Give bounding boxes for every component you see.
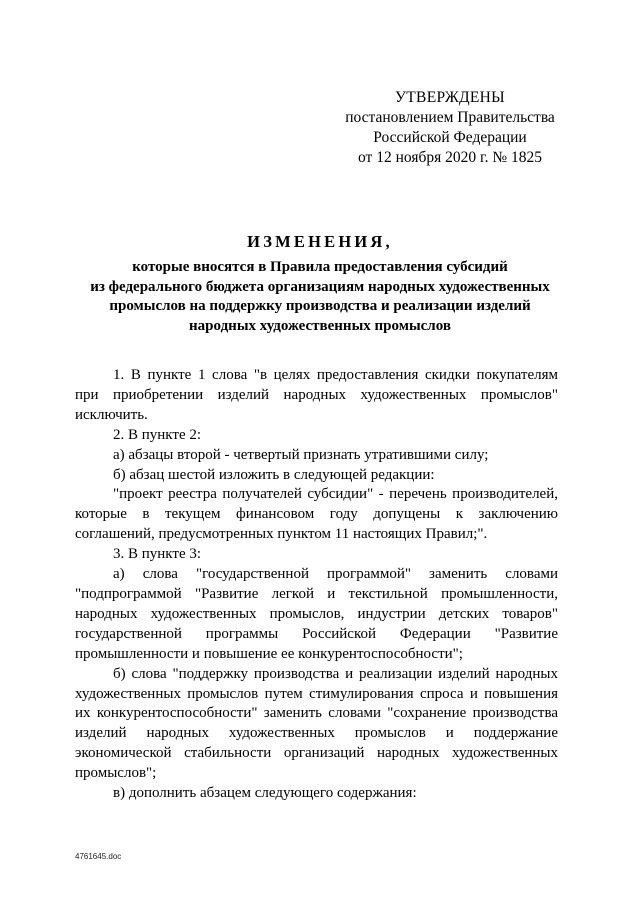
paragraph-quoted-definition: "проект реестра получателей субсидии" - перечень производителей, которые в текущем финансовом году допущены к заключению соглашений, предусмотренных пунктом 11 настоящих Правил;". xyxy=(75,486,558,543)
document-body xyxy=(75,366,558,804)
approval-line-1: постановлением Правительства xyxy=(345,109,555,126)
paragraph-item-1: 1. В пункте 1 слова "в целях предоставления скидки покупателям при приобретении изделий народных художественных промыслов" исключить. xyxy=(75,367,558,423)
subtitle-line: народных художественных промыслов xyxy=(189,317,451,334)
paragraph-subitem-2b: б) абзац шестой изложить в следующей редакции: xyxy=(113,466,435,483)
subtitle-line: промыслов на поддержку производства и реализации изделий xyxy=(109,298,531,314)
paragraph-item-3: 3. В пункте 3: xyxy=(113,546,202,563)
document-subtitle xyxy=(60,258,580,336)
paragraph-subitem-3c: в) дополнить абзацем следующего содержания: xyxy=(113,785,417,802)
subtitle-line: которые вносятся в Правила предоставления субсидий xyxy=(132,259,508,275)
document-file-id: 4761645.doc xyxy=(75,852,122,861)
paragraph-subitem-3a: а) слова "государственной программой" заменить словами "подпрограммой "Развитие легкой и текстильной промышленности, народных художественных промыслов, индустрии детских товаров" государственной программы Российской Федерации "Развитие промышленности и повышение ее конкурентоспособности"; xyxy=(75,566,558,662)
approval-line-3: от 12 ноября 2020 г. № 1825 xyxy=(358,149,542,166)
approval-block xyxy=(330,88,570,168)
approval-line-2: Российской Федерации xyxy=(373,129,527,146)
paragraph-subitem-2a: а) абзацы второй - четвертый признать утратившими силу; xyxy=(113,446,489,463)
approval-heading: УТВЕРЖДЕНЫ xyxy=(395,89,505,106)
paragraph-item-2: 2. В пункте 2: xyxy=(113,426,202,443)
document-title: ИЗМЕНЕНИЯ, xyxy=(247,232,393,251)
paragraph-subitem-3b: б) слова "поддержку производства и реализации изделий народных художественных промыслов путем стимулирования спроса и повышения их конкурентоспособности" заменить словами "сохранение производства изделий народных художественных промыслов и поддержание экономической стабильности организаций народных художественных промыслов"; xyxy=(75,665,558,782)
subtitle-line: из федерального бюджета организациям народных художественных xyxy=(90,278,550,295)
